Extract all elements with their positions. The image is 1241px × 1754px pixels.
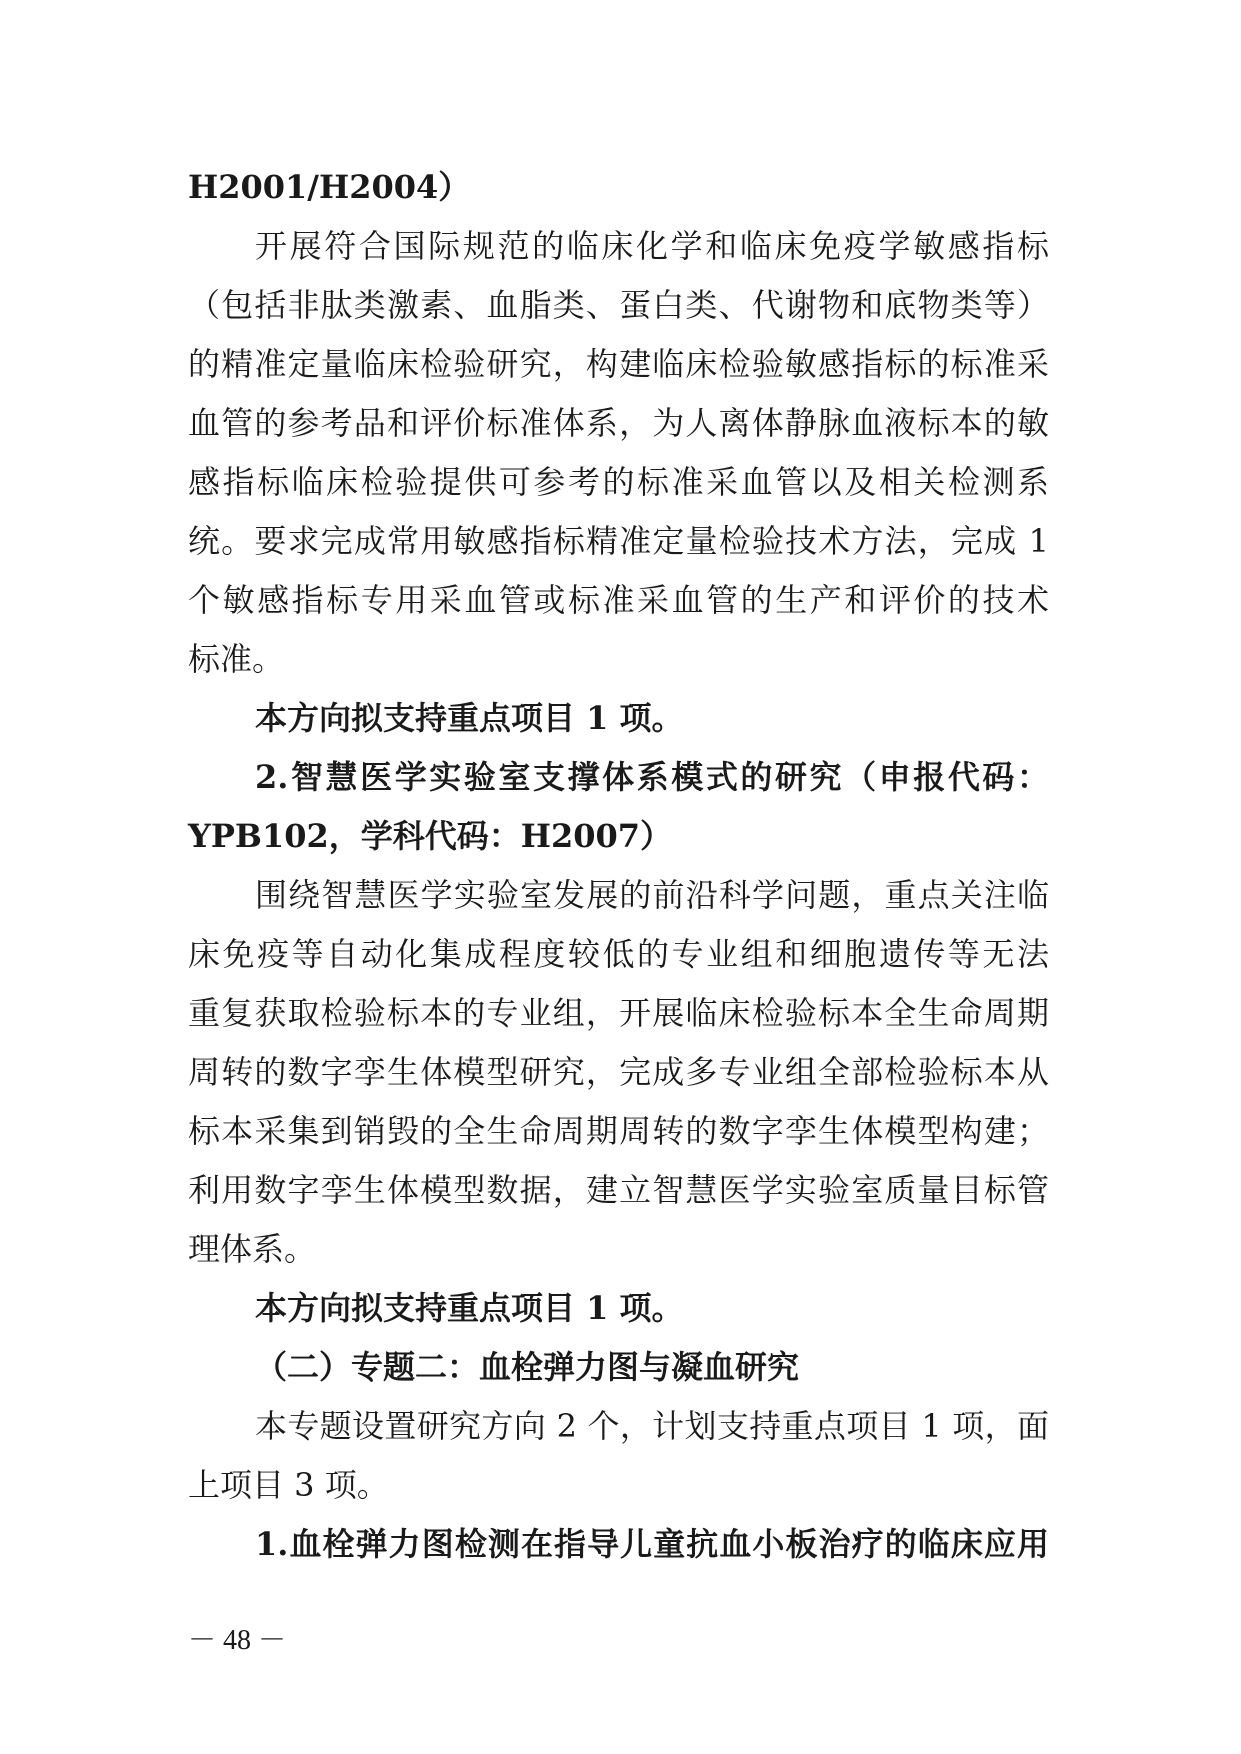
page-number: － 48 － — [188, 1625, 287, 1656]
paragraph-line: 开展符合国际规范的临床化学和临床免疫学敏感指标 — [255, 227, 1049, 265]
paragraph-line: （包括非肽类激素、血脂类、蛋白类、代谢物和底物类等） — [188, 286, 1049, 324]
paragraph-line: 上项目 3 项。 — [188, 1466, 389, 1504]
paragraph-line: 重复获取检验标本的专业组，开展临床检验标本全生命周期 — [188, 994, 1049, 1032]
paragraph-line: 感指标临床检验提供可参考的标准采血管以及相关检测系 — [188, 463, 1049, 501]
support-statement: 本方向拟支持重点项目 1 项。 — [255, 1289, 684, 1327]
support-statement: 本方向拟支持重点项目 1 项。 — [255, 699, 684, 737]
paragraph-line: 利用数字孪生体模型数据，建立智慧医学实验室质量目标管 — [188, 1171, 1049, 1209]
paragraph-line: 围绕智慧医学实验室发展的前沿科学问题，重点关注临 — [255, 876, 1049, 914]
section-heading: 2.智慧医学实验室支撑体系模式的研究（申报代码： — [255, 758, 1049, 796]
paragraph-line: 个敏感指标专用采血管或标准采血管的生产和评价的技术 — [188, 581, 1049, 619]
paragraph-line: 血管的参考品和评价标准体系，为人离体静脉血液标本的敏 — [188, 404, 1049, 442]
paragraph-line: 本专题设置研究方向 2 个，计划支持重点项目 1 项，面 — [255, 1407, 1049, 1445]
paragraph-line: 标准。 — [188, 640, 285, 678]
section-heading-continuation: YPB102，学科代码：H2007） — [188, 817, 673, 855]
paragraph-line: 的精准定量临床检验研究，构建临床检验敏感指标的标准采 — [188, 345, 1049, 383]
topic-heading: （二）专题二：血栓弹力图与凝血研究 — [255, 1348, 800, 1386]
paragraph-line: 统。要求完成常用敏感指标精准定量检验技术方法，完成 1 — [188, 522, 1049, 560]
paragraph-line: 标本采集到销毁的全生命周期周转的数字孪生体模型构建； — [188, 1112, 1049, 1150]
paragraph-line: 床免疫等自动化集成程度较低的专业组和细胞遗传等无法 — [188, 935, 1049, 973]
code-continuation-line: H2001/H2004） — [188, 168, 471, 206]
paragraph-line: 理体系。 — [188, 1230, 317, 1268]
paragraph-line: 周转的数字孪生体模型研究，完成多专业组全部检验标本从 — [188, 1053, 1049, 1091]
section-heading: 1.血栓弹力图检测在指导儿童抗血小板治疗的临床应用 — [255, 1525, 1049, 1563]
